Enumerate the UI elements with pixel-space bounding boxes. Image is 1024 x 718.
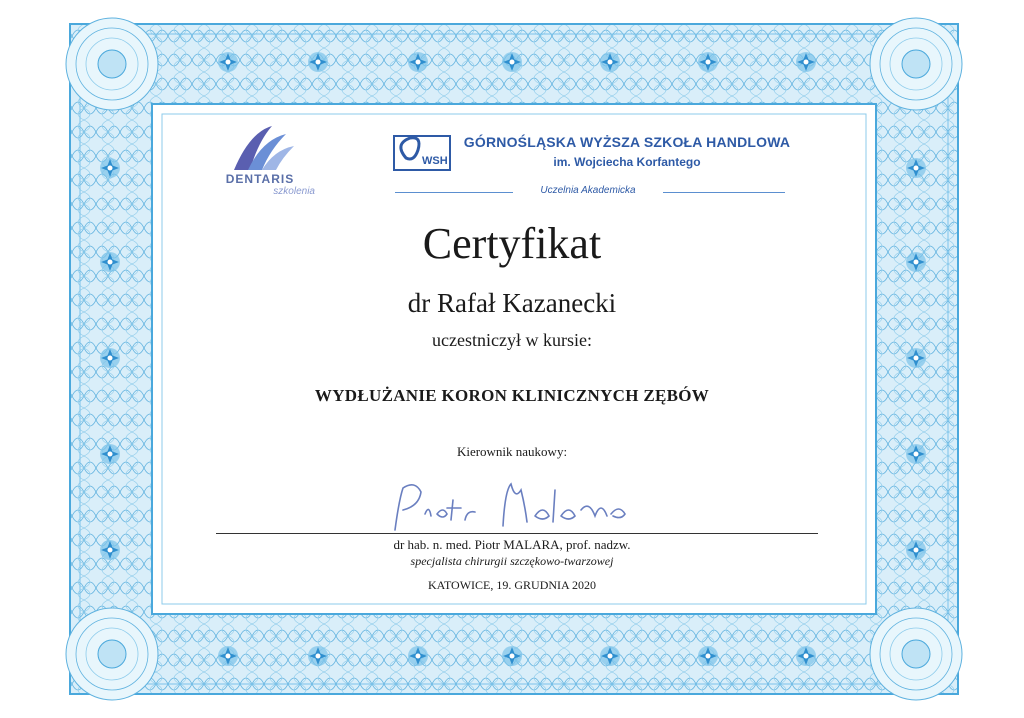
tagline-rule-left [395, 192, 513, 193]
course-title: WYDŁUŻANIE KORON KLINICZNYCH ZĘBÓW [314, 386, 710, 405]
tagline-rule-right [663, 192, 785, 193]
svg-text:WSH: WSH [422, 155, 448, 167]
participation-text: uczestniczył w kursie: [432, 330, 592, 350]
certificate-title: Certyfikat [422, 219, 602, 268]
school-patron: im. Wojciecha Korfantego [553, 155, 701, 169]
school-name: GÓRNOŚLĄSKA WYŻSZA SZKOŁA HANDLOWA [463, 134, 791, 150]
signature-icon [385, 470, 645, 542]
school-tagline: Uczelnia Akademicka [540, 185, 636, 196]
supervisor-name: dr hab. n. med. Piotr MALARA, prof. nadzw. [393, 537, 631, 552]
dentaris-name: DENTARIS [225, 172, 295, 186]
place-and-date: KATOWICE, 19. GRUDNIA 2020 [427, 578, 597, 592]
signature-line [216, 533, 818, 534]
recipient-name: dr Rafał Kazanecki [407, 288, 617, 318]
dentaris-subtitle: szkolenia [273, 186, 315, 197]
supervisor-label: Kierownik naukowy: [456, 444, 568, 459]
supervisor-specialty: specjalista chirurgii szczękowo-twarzowej [410, 554, 614, 568]
gwsh-logo-icon [388, 130, 458, 178]
